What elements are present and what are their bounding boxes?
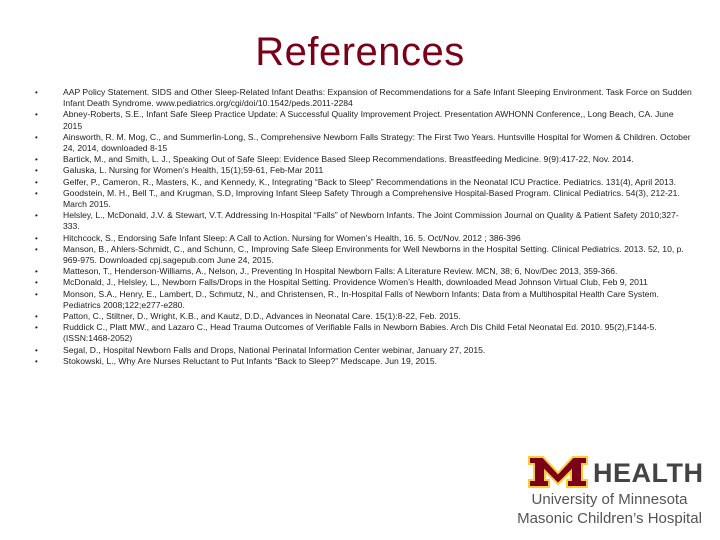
bullet-icon: • [35, 312, 38, 322]
bullet-icon: • [35, 233, 38, 243]
block-m-icon [527, 455, 589, 489]
list-item [30, 165, 695, 176]
reference-text: AAP Policy Statement. SIDS and Other Sleep-Related Infant Deaths: Expansion of Recommendations for a Safe Infant Sleeping Environment. Task Force on Sudden Infant Death Syndrome. www.pediatrics.org/cgi/doi/10.1542/peds.2011-2284 [63, 87, 692, 109]
reference-text: Stokowski, L., Why Are Nurses Reluctant to Put Infants “Back to Sleep?” Medscape. Jun 19, 2015. [63, 355, 438, 366]
bullet-icon: • [35, 188, 38, 198]
page-title: References [255, 30, 465, 74]
list-item [30, 188, 695, 210]
reference-text: Segal, D., Hospital Newborn Falls and Drops, National Perinatal Information Center webinar, January 27, 2015. [63, 344, 486, 355]
reference-text: McDonald, J., Helsley, L., Newborn Falls/Drops in the Hospital Setting. Providence Women’s Health, downloaded Mead Johnson Virtual Club, Feb 9, 2011 [63, 277, 648, 288]
list-item [30, 277, 695, 288]
reference-text: Bartick, M., and Smith, L. J., Speaking Out of Safe Sleep: Evidence Based Sleep Recommendations. Breastfeeding Medicine. 9(9):417-22, Nov. 2014. [63, 154, 634, 165]
reference-text: Ainsworth, R. M. Mog, C., and Summerlin-Long, S., Comprehensive Newborn Falls Strategy: The First Two Years. Huntsville Hospital for Women & Children. October 24, 2014, downloaded 8-15 [63, 131, 691, 154]
list-item [30, 244, 695, 266]
bullet-icon: • [35, 323, 38, 333]
list-item [30, 177, 695, 188]
bullet-icon: • [35, 166, 38, 176]
list-item [30, 356, 695, 367]
bullet-icon: • [35, 177, 38, 187]
list-item [30, 154, 695, 165]
reference-text: Ruddick C., Platt MW., and Lazaro C., Head Trauma Outcomes of Verifiable Falls in Newborn Babies. Arch Dis Child Fetal Neonatal Ed. 2010. 95(2),F144-5.(ISSN:1468-2052) [63, 322, 657, 344]
logo-wordmark: HEALTH [593, 458, 704, 488]
bullet-icon: • [35, 267, 38, 277]
umn-health-logo [517, 455, 702, 530]
list-item [30, 322, 695, 344]
reference-list [30, 87, 695, 367]
bullet-icon: • [35, 155, 38, 165]
reference-text: Matteson, T., Henderson-Williams, A., Nelson, J., Preventing In Hospital Newborn Falls: A Literature Review. MCN, 38; 6, Nov/Dec 2013, 359-366. [63, 266, 618, 277]
bullet-icon: • [35, 88, 38, 97]
reference-text: Patton, C., Stiltner, D., Wright, K.B., and Kautz, D.D., Advances in Neonatal Care. 15(1):8-22, Feb. 2015. [63, 311, 461, 322]
reference-text: Hitchcock, S., Endorsing Safe Infant Sleep: A Call to Action. Nursing for Women’s Health, 16. 5. Oct/Nov. 2012 ; 386-396 [63, 232, 521, 243]
reference-text: Abney-Roberts, S.E., Infant Safe Sleep Practice Update: A Successful Quality Improvement Project. Presentation AWHONN Conference,, Long Beach, CA. June 2015 [63, 109, 674, 131]
bullet-icon: • [35, 211, 38, 221]
bullet-icon: • [35, 278, 38, 288]
reference-text: Goodstein, M. H., Bell T., and Krugman, S.D, Improving Infant Sleep Safety Through a Comprehensive Hospital-Based Program. Clinical Pediatrics. 54(3), 212-21. March 2015. [63, 187, 680, 210]
bullet-icon: • [35, 244, 38, 254]
list-item [30, 132, 695, 154]
list-item [30, 266, 695, 277]
reference-text: Gelfer, P., Cameron, R., Masters, K., and Kennedy, K., Integrating “Back to Sleep” Recommendations in the Neonatal ICU Practice. Pediatrics. 131(4), April 2013. [63, 176, 677, 187]
reference-text: Manson, B., Ahlers-Schmidt, C., and Schunn, C., Improving Safe Sleep Environments for Well Newborns in the Hospital Setting. Clinical Pediatrics. 2013. 52, 10, p. 969-975. Downloaded cpj.sagepub.com June 24, 2015. [63, 243, 684, 266]
logo-university-name: University of Minnesota [531, 491, 688, 508]
list-item [30, 210, 695, 232]
list-item [30, 311, 695, 322]
list-item [30, 289, 695, 311]
bullet-icon: • [35, 132, 38, 142]
bullet-icon: • [35, 110, 38, 120]
list-item [30, 109, 695, 131]
list-item [30, 345, 695, 356]
list-item [30, 233, 695, 244]
bullet-icon: • [35, 345, 38, 355]
reference-text: Monson, S.A., Henry, E., Lambert, D., Schmutz, N., and Christensen, R., In-Hospital Falls of Newborn Infants: Data from a Multihospital Health Care System. Pediatrics 2008;122;e277-e280. [63, 288, 659, 310]
bullet-icon: • [35, 289, 38, 299]
bullet-icon: • [35, 356, 38, 366]
reference-text: Helsley, L., McDonald, J.V. & Stewart, V.T. Addressing In-Hospital “Falls” of Newborn Infants. The Joint Commission Journal on Quality & Patient Safety 2010;327-333. [63, 210, 679, 232]
reference-text: Galuska, L. Nursing for Women’s Health, 15(1);59-61, Feb-Mar 2011 [63, 165, 324, 176]
logo-hospital-name: Masonic Children’s Hospital [517, 510, 702, 527]
list-item [30, 87, 695, 109]
